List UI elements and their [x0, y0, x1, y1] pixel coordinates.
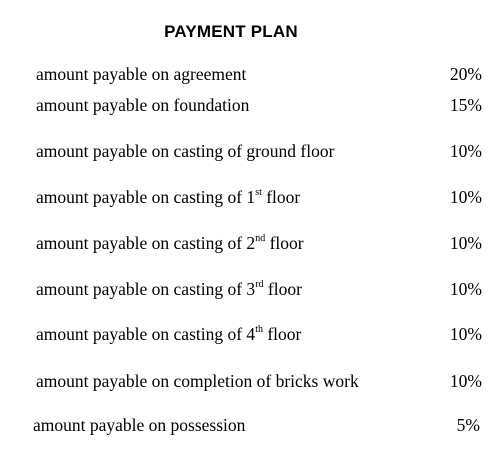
- payment-row-second-floor: [0, 231, 504, 255]
- row-label: amount payable on casting of 1st floor: [36, 187, 301, 207]
- row-percentage: 10%: [449, 141, 482, 161]
- row-label: amount payable on foundation: [36, 95, 250, 115]
- row-label: amount payable on casting of ground floor: [36, 141, 335, 161]
- row-label: amount payable on possession: [33, 415, 246, 435]
- payment-row-ground-floor: [0, 139, 504, 163]
- ordinal-suffix: st: [255, 187, 262, 199]
- row-percentage: 20%: [449, 64, 482, 84]
- payment-row-bricks-work: [0, 369, 504, 393]
- payment-row-first-floor: [0, 185, 504, 209]
- row-label: amount payable on agreement: [36, 64, 247, 84]
- ordinal-suffix: rd: [255, 279, 264, 291]
- row-label: amount payable on casting of 4th floor: [36, 324, 302, 344]
- payment-row-third-floor: [0, 277, 504, 301]
- row-percentage: 10%: [449, 233, 482, 253]
- row-percentage: 10%: [449, 371, 482, 391]
- row-percentage: 10%: [449, 187, 482, 207]
- row-label: amount payable on casting of 2nd floor: [36, 233, 304, 253]
- ordinal-suffix: th: [255, 324, 263, 336]
- row-percentage: 15%: [449, 95, 482, 115]
- row-label: amount payable on casting of 3rd floor: [36, 279, 302, 299]
- payment-row-fourth-floor: [0, 322, 504, 346]
- payment-row-foundation: [0, 93, 504, 117]
- row-percentage: 10%: [449, 279, 482, 299]
- row-percentage: 5%: [456, 415, 480, 435]
- payment-row-agreement: [0, 62, 504, 86]
- page-title: PAYMENT PLAN: [164, 22, 298, 41]
- payment-row-possession: [0, 413, 504, 437]
- row-percentage: 10%: [449, 324, 482, 344]
- row-label: amount payable on completion of bricks work: [36, 371, 359, 391]
- ordinal-suffix: nd: [255, 233, 266, 245]
